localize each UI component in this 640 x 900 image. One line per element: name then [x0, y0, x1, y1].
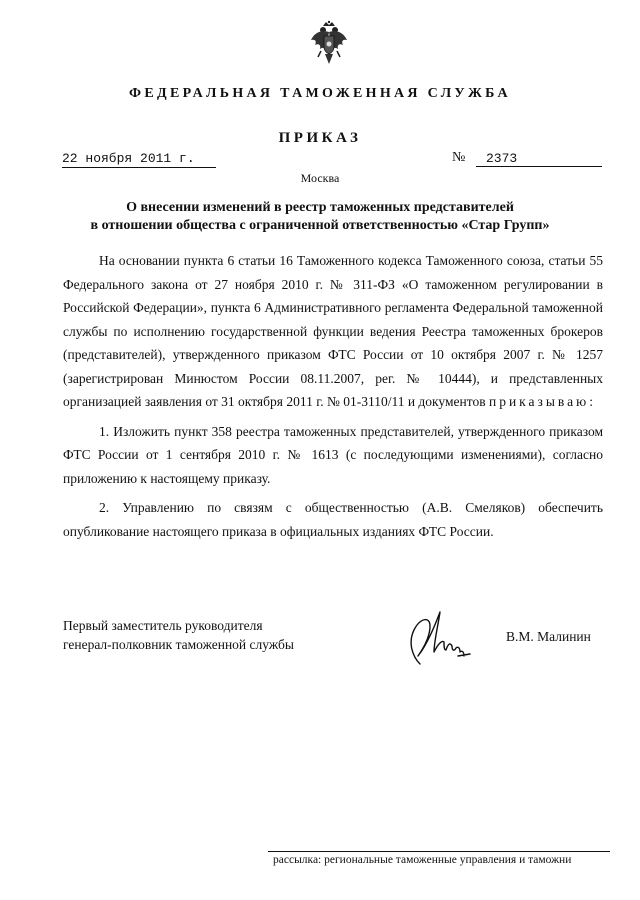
city: Москва [300, 171, 340, 185]
order-number-block [452, 150, 602, 168]
number-sign: № [452, 150, 466, 165]
agency-name: ФЕДЕРАЛЬНАЯ ТАМОЖЕННАЯ СЛУЖБА [129, 86, 511, 101]
preamble-text: На основании пункта 6 статьи 16 Таможенного кодекса Таможенного союза, статьи 55 Федерального закона от 27 ноября 2010 г. № 311-ФЗ «О таможенном регулировании в Российской Федерации», пункта 6 Административного регламента Федеральной таможенной службы по исполнению государственной функции ведения Реестра таможенных брокеров (представителей), утвержденного приказом ФТС России от 10 октября 2007 г. № 1257 (зарегистрирован Минюстом России 08.11.2007, рег. № 10444), и представленных организацией заявления от 31 октября 2011 г. № 01-3110/11 и документов [63, 253, 603, 409]
signatory-name: В.М. Малинин [506, 629, 591, 644]
position-line-1: Первый заместитель руководителя [63, 618, 263, 633]
order-date: 22 ноября 2011 г. [62, 151, 216, 168]
item-1-paragraph: 1. Изложить пункт 358 реестра таможенных представителей, утвержденного приказом ФТС России от 1 сентября 2010 г. № 1613 (с последующими изменениями), согласно приложению к настоящему приказу. [63, 423, 603, 486]
order-word: приказываю: [488, 394, 596, 409]
document-type: ПРИКАЗ [278, 130, 362, 146]
coat-of-arms-icon [309, 20, 349, 68]
distribution-list: рассылка: региональные таможенные управления и таможни [273, 854, 572, 866]
preamble-paragraph [63, 249, 603, 414]
position-line-2: генерал-полковник таможенной службы [63, 637, 294, 652]
order-title [40, 199, 600, 235]
handwritten-signature-icon [400, 606, 475, 668]
item-2-paragraph: 2. Управлению по связям с общественностью (А.В. Смеляков) обеспечить опубликование настоящего приказа в официальных изданиях ФТС России. [63, 500, 603, 539]
title-line-1: О внесении изменений в реестр таможенных представителей [126, 200, 514, 215]
title-line-2: в отношении общества с ограниченной ответственностью «Стар Групп» [90, 218, 550, 233]
order-body [63, 249, 603, 543]
order-number: 2373 [486, 151, 518, 166]
signatory-position [63, 616, 294, 654]
distribution-divider [268, 851, 610, 852]
